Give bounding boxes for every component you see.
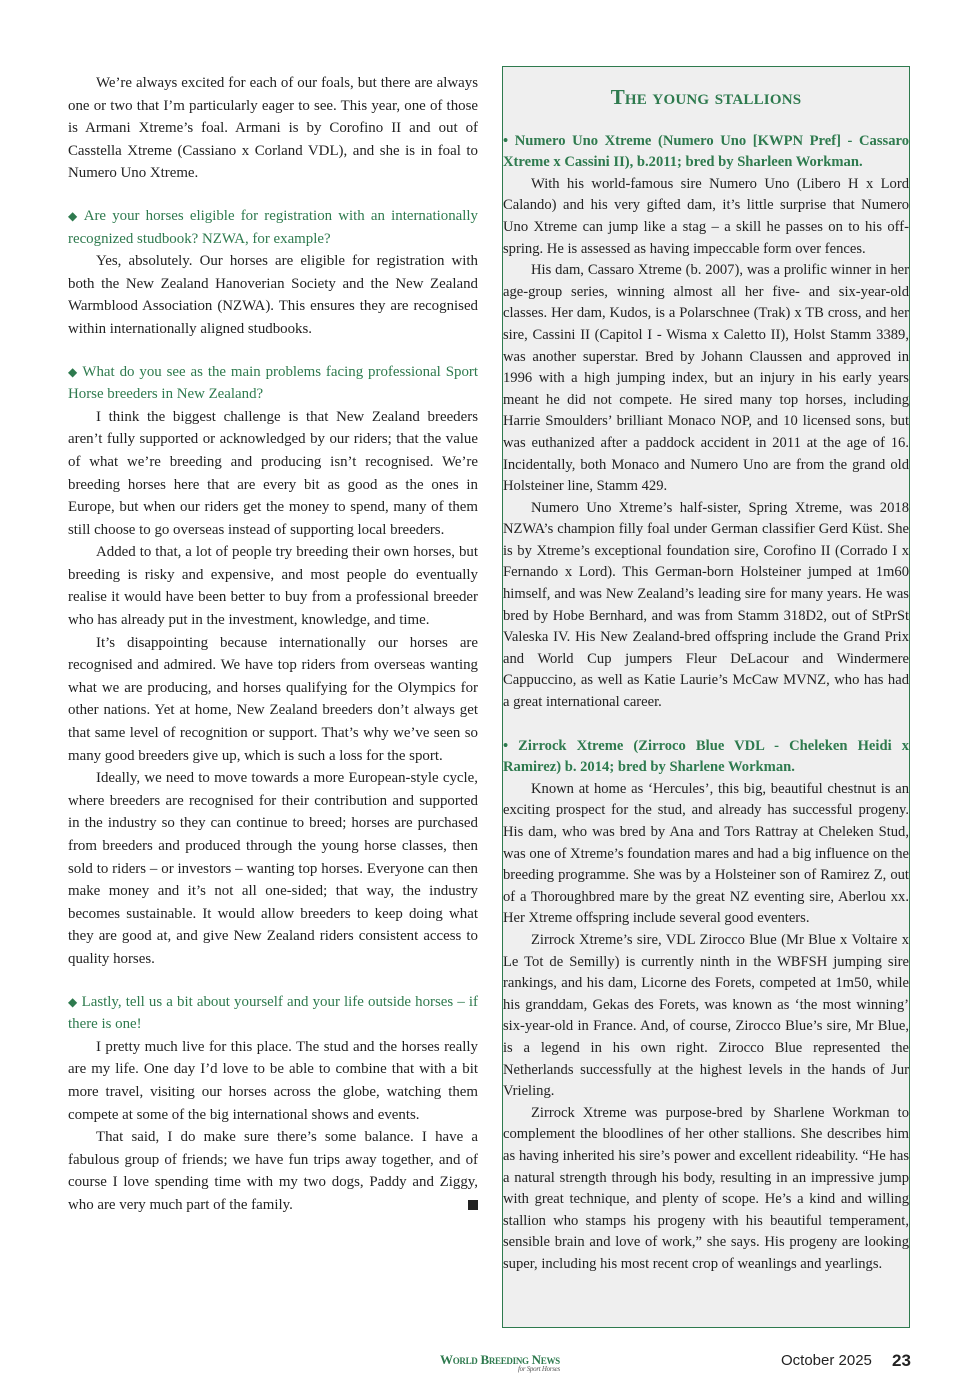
answer-text: That said, I do make sure there’s some balance. I have a fabulous group of friends; we have fun trips away together, and of course I love spending time with my two dogs, Paddy and Ziggy, who are very much part of the family. <box>68 1129 478 1213</box>
question-text: Are your horses eligible for registration with an internationally recognized studbook? NZWA, for example? <box>68 207 478 247</box>
question-text: What do you see as the main problems facing professional Sport Horse breeders in New Zealand? <box>68 363 478 403</box>
sidebar-title: The young stallions <box>610 85 802 109</box>
diamond-bullet-icon: ◆ <box>68 994 78 1009</box>
issue-date: October 2025 <box>781 1352 872 1369</box>
question-heading <box>68 991 478 1036</box>
answer-paragraph: I think the biggest challenge is that New Zealand breeders aren’t fully supported or acknowledged by our riders; that the value of what we’re breeding and producing isn’t recognised. We’re breeding horses here that are every bit as good as the ones in Europe, but when our riders get the money to spend, many of them still choose to go overseas instead of supporting local breeders. <box>68 408 478 538</box>
section-spacer <box>503 714 909 736</box>
stallion-paragraph: Known at home as ‘Hercules’, this big, beautiful chestnut is an exciting prospect for the stud, and already has successful progeny. His dam, who was bred by Ana and Tors Rattray at Cheleken Stud, was one of Xtreme’s foundation mares and had a big influence on the breeding programme. She was by a Holsteiner son of Ramirez Z, out of a Thoroughbred mare by the great NZ eventing sire, Aberlou xx. Her Xtreme offspring include several good eventers. <box>503 780 909 927</box>
answer-paragraph: Ideally, we need to move towards a more European-style cycle, where breeders are recognised for their contribution and supported in the industry so they can continue to breed; horses are purchased from breeders and produced through the young horse classes, then sold to riders – or investors – wanting top horses. Everyone can then make money and it’s not all one-sided; that way, the industry becomes sustainable. It would allow breeders to keep doing what they are good at, and give New Zealand riders consistent access to quality horses. <box>68 770 478 967</box>
stallion-paragraph: Numero Uno Xtreme’s half-sister, Spring Xtreme, was 2018 NZWA’s champion filly foal under German classifier Gerd Küst. She is by Xtreme’s exceptional foundation sire, Corofino II (Corrado I x Fernando x Lord). This German-born Holsteiner jumped at 1m60 himself, and was New Zealand’s leading sire for many years. He was bred by Hobe Bernhard, and was from Stamm 318D2, out of StPrSt Valeska IV. His New Zealand-bred offspring include the Grand Prix and World Cup jumpers Fleur DeLacour and Windermere Cappuccino, as well as Katie Laurie’s McCaw MVNZ, who has had a great international career. <box>503 499 909 711</box>
stallion-heading: • Numero Uno Xtreme (Numero Uno [KWPN Pref] - Cassaro Xtreme x Cassini II), b.2011; bred by Sharleen Workman. <box>503 132 909 171</box>
intro-paragraph: We’re always excited for each of our foals, but there are always one or two that I’m particularly eager to see. This year, one of those is Armani Xtreme’s foal. Armani is by Corofino II and out of Casstella Xtreme (Cassiano x Corland VDL), and she is in foal to Numero Uno Xtreme. <box>68 75 478 182</box>
answer-paragraph: It’s disappointing because internationally our horses are recognised and admired. We have top riders from overseas wanting what we are producing, and horses qualifying for the Olympics for other nations. Yet at home, New Zealand breeders don’t always get that same level of recognition or support. That’s why we’ve seen so many good breeders give up, which is such a loss for the sport. <box>68 634 478 764</box>
answer-paragraph <box>68 1126 478 1216</box>
answer-paragraph: Added to that, a lot of people try breeding their own horses, but breeding is risky and expensive, and most people do eventually realise it would have been better to buy from a professional breeder who has already put in the investment, knowledge, and time. <box>68 544 478 629</box>
diamond-bullet-icon: ◆ <box>68 364 79 379</box>
stallion-paragraph: His dam, Cassaro Xtreme (b. 2007), was a prolific winner in her age-group series, winning almost all her five- and six-year-old classes. Her dam, Kudos, is a Polarschnee (Trak) x TB cross, and her sire, Cassini II (Capitol I - Wisma x Caletto II), Holst Stamm 3389, was another superstar. Bred by Johann Claussen and approved in 1996 with a high jumping index, but an injury in his early years meant he did not compete. He sired many top horses, including Harrie Smoulders’ brilliant Monaco NOP, and 10 licensed sons, but was euthanized after a paddock accident in 2011 at the age of 16. Incidentally, both Monaco and Numero Uno are from the grand old Holsteiner line, Stamm 429. <box>503 262 909 495</box>
stallion-paragraph: With his world-famous sire Numero Uno (Libero H x Lord Calando) and his very gifted dam, it’s little surprise that Numero Uno Xtreme can jump like a stag – a skill he passes on to his offspring. He is assessed as having impeccable form over fences. <box>503 175 909 257</box>
answer-paragraph: Yes, absolutely. Our horses are eligible for registration with both the New Zealand Hanoverian Society and the New Zealand Warmblood Association (NZWA). This ensures they are recognised within internationally aligned studbooks. <box>68 253 478 337</box>
young-stallions-sidebar <box>502 66 910 1328</box>
end-of-article-icon <box>468 1200 478 1210</box>
answer-paragraph: I pretty much live for this place. The stud and the horses really are my life. One day I’d love to be able to combine that with a bit more travel, visiting our horses across the globe, watching them compete at some of the big international shows and events. <box>68 1038 478 1123</box>
page-number: 23 <box>892 1351 911 1370</box>
logo-tagline: for Sport Horses <box>518 1365 560 1373</box>
question-heading <box>68 361 478 406</box>
stallion-heading: • Zirrock Xtreme (Zirroco Blue VDL - Cheleken Heidi x Ramirez) b. 2014; bred by Sharlene Workman. <box>503 737 909 776</box>
page-footer <box>0 1352 980 1382</box>
logo-text: World Breeding News <box>440 1352 560 1367</box>
stallion-paragraph: Zirrock Xtreme was purpose-bred by Sharlene Workman to complement the bloodlines of her other stallions. She describes him as having inherited his sire’s power and excellent rideability. “He has a natural strength through his body, resulting in an impressive jump with great technique, and plenty of scope. He’s a kind and willing stallion who stamps his progeny with his beautiful temperament, sensible brain and love of work,” she says. His progeny are looking super, including his most recent crop of weanlings and yearlings. <box>503 1104 909 1272</box>
question-heading <box>68 205 478 250</box>
question-text: Lastly, tell us a bit about yourself and your life outside horses – if there is one! <box>68 993 478 1033</box>
stallion-paragraph: Zirrock Xtreme’s sire, VDL Zirocco Blue (Mr Blue x Voltaire x Le Tot de Semilly) is currently ninth in the WBFSH jumping sire rankings, and his dam, Licorne des Forets, competed at 1m50, while his granddam, Gekas des Forets, was known as ‘the most winning’ six-year-old in France. And, of course, Zirocco Blue’s sire, Mr Blue, is a legend in his own right. Zirocco Blue represented the Netherlands successfully at the highest levels in the hands of Jur Vrieling. <box>503 931 909 1100</box>
main-article-column <box>68 72 478 1217</box>
diamond-bullet-icon: ◆ <box>68 208 80 223</box>
magazine-logo <box>440 1352 560 1373</box>
